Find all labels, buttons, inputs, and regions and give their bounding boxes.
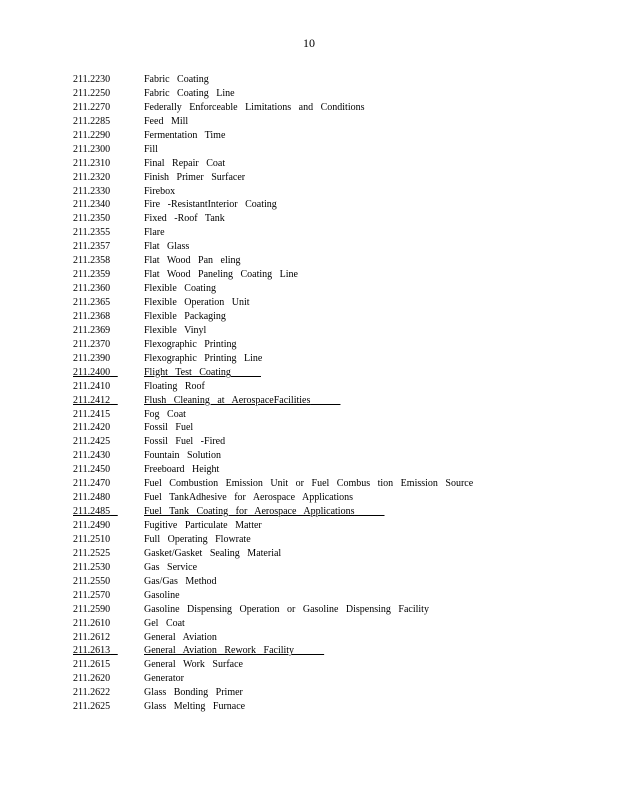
- defined-term: Fugitive Particulate Matter: [144, 520, 262, 531]
- defined-term: Feed Mill: [144, 115, 189, 127]
- defined-term: Fire -ResistantInterior Coating: [144, 199, 277, 211]
- defined-term: Fill: [144, 143, 158, 155]
- defined-term: Flexible Operation Unit: [144, 297, 250, 308]
- definition-row: [73, 394, 573, 408]
- section-number: 211.2359: [73, 269, 111, 281]
- definition-row: [73, 296, 573, 310]
- definition-row: [73, 449, 573, 463]
- section-number: 211.2490: [73, 520, 111, 531]
- definition-row: [73, 143, 573, 157]
- definition-row: [73, 408, 573, 422]
- section-number: 211.2570: [73, 589, 111, 601]
- definition-row: [73, 338, 573, 352]
- defined-term: Flexible Packaging: [144, 310, 226, 322]
- section-number: 211.2320: [73, 171, 111, 183]
- section-number: 211.2610: [73, 617, 111, 629]
- definition-row: [73, 547, 573, 561]
- definition-row: [73, 185, 573, 199]
- defined-term: Flight Test Coating: [144, 366, 231, 378]
- defined-term: Flexible Vinyl: [144, 324, 207, 336]
- definition-row: [73, 282, 573, 296]
- definition-row: [73, 73, 573, 87]
- defined-term: Fog Coat: [144, 408, 186, 420]
- definition-row: [73, 421, 573, 435]
- section-number: 211.2615: [73, 659, 111, 671]
- page-number: 10: [303, 36, 315, 50]
- section-number: 211.2370: [73, 338, 111, 350]
- section-number: 211.2300: [73, 143, 111, 155]
- definition-row: [73, 129, 573, 143]
- defined-term: Full Operating Flowrate: [144, 533, 251, 545]
- defined-term: Generator: [144, 673, 184, 685]
- section-number: 211.2612: [73, 631, 111, 643]
- defined-term: Flexible Coating: [144, 283, 216, 295]
- section-number: 211.2480: [73, 492, 111, 504]
- section-number: 211.2390: [73, 352, 111, 364]
- section-number: 211.2270: [73, 101, 111, 113]
- section-number: 211.2425: [73, 436, 111, 448]
- defined-term: General Work Surface: [144, 659, 243, 671]
- defined-term: Fuel Tank Coating for Aerospace Applications: [144, 506, 355, 518]
- section-number: 211.2230: [73, 74, 111, 85]
- definition-row: [73, 115, 573, 129]
- defined-term: Freeboard Height: [144, 464, 220, 476]
- defined-term: General Aviation: [144, 631, 217, 643]
- definition-row: [73, 198, 573, 212]
- section-number: 211.2350: [73, 213, 111, 225]
- section-number: 211.2613: [73, 645, 111, 657]
- definition-row: [73, 575, 573, 589]
- defined-term: Gasoline: [144, 589, 180, 601]
- defined-term: Gas Service: [144, 561, 198, 573]
- section-number: 211.2430: [73, 450, 111, 462]
- definition-row: [73, 435, 573, 449]
- defined-term: Federally Enforceable Limitations and Conditions: [144, 101, 365, 113]
- section-number: 211.2590: [73, 603, 111, 615]
- definition-row: [73, 366, 573, 380]
- section-number: 211.2358: [73, 255, 111, 267]
- definition-row: [73, 157, 573, 171]
- definition-row: [73, 491, 573, 505]
- section-number: 211.2450: [73, 464, 111, 476]
- definition-row: [73, 212, 573, 226]
- defined-term: Fermentation Time: [144, 129, 226, 141]
- section-number: 211.2368: [73, 310, 111, 322]
- defined-term: Fountain Solution: [144, 450, 221, 462]
- defined-term: Gas/Gas Method: [144, 575, 217, 587]
- defined-term: Fuel TankAdhesive for Aerospace Applications: [144, 492, 354, 504]
- defined-term: Fabric Coating: [144, 74, 209, 85]
- defined-term: Final Repair Coat: [144, 157, 226, 169]
- defined-term: Fixed -Roof Tank: [144, 213, 225, 225]
- section-number: 211.2530: [73, 561, 111, 573]
- section-number: 211.2340: [73, 199, 111, 211]
- section-number: 211.2412: [73, 394, 111, 406]
- defined-term: Flat Wood Paneling Coating Line: [144, 269, 298, 281]
- defined-term: Fossil Fuel -Fired: [144, 436, 226, 448]
- definition-row: [73, 101, 573, 115]
- definition-row: [73, 686, 573, 700]
- defined-term: Glass Melting Furnace: [144, 701, 246, 713]
- section-number: 211.2369: [73, 324, 111, 336]
- defined-term: Flexographic Printing: [144, 338, 237, 350]
- defined-term: Fossil Fuel: [144, 422, 194, 434]
- definition-row: [73, 226, 573, 240]
- defined-term: Floating Roof: [144, 380, 205, 392]
- section-number: 211.2420: [73, 422, 111, 434]
- defined-term: Fuel Combustion Emission Unit or Fuel Combus tion Emission Source: [144, 478, 474, 490]
- defined-term: Fabric Coating Line: [144, 87, 235, 99]
- definition-row: [73, 240, 573, 254]
- defined-term: Flare: [144, 227, 165, 239]
- definition-row: [73, 617, 573, 631]
- defined-term: Flat Glass: [144, 241, 190, 253]
- definition-row: [73, 463, 573, 477]
- definition-row: [73, 631, 573, 645]
- section-number: 211.2400: [73, 366, 111, 378]
- section-number: 211.2410: [73, 380, 111, 392]
- defined-term: General Aviation Rework Facility: [144, 645, 295, 657]
- defined-term: Finish Primer Surfacer: [144, 171, 246, 183]
- section-number: 211.2365: [73, 297, 111, 308]
- section-number: 211.2357: [73, 241, 111, 253]
- section-number: 211.2620: [73, 673, 111, 685]
- definition-row: [73, 589, 573, 603]
- defined-term: Firebox: [144, 185, 176, 197]
- defined-term: Flexographic Printing Line: [144, 352, 263, 364]
- definition-row: [73, 380, 573, 394]
- definition-row: [73, 519, 573, 533]
- section-number: 211.2510: [73, 533, 111, 545]
- section-number: 211.2310: [73, 157, 111, 169]
- section-number: 211.2285: [73, 115, 111, 127]
- definition-row: [73, 268, 573, 282]
- defined-term: Gasoline Dispensing Operation or Gasoline Dispensing Facility: [144, 603, 429, 615]
- definition-row: [73, 324, 573, 338]
- defined-term: Glass Bonding Primer: [144, 687, 243, 699]
- section-number: 211.2250: [73, 87, 111, 99]
- section-number: 211.2625: [73, 701, 111, 713]
- definition-row: [73, 603, 573, 617]
- section-number: 211.2470: [73, 478, 111, 490]
- section-number: 211.2622: [73, 687, 111, 699]
- definition-row: [73, 310, 573, 324]
- defined-term: Gel Coat: [144, 617, 185, 629]
- definition-row: [73, 644, 573, 658]
- defined-term: Gasket/Gasket Sealing Material: [144, 547, 282, 559]
- defined-term: Flush Cleaning at AerospaceFacilities: [144, 394, 311, 406]
- definition-row: [73, 505, 573, 519]
- definition-row: [73, 352, 573, 366]
- defined-term: Flat Wood Pan eling: [144, 255, 241, 267]
- definition-row: [73, 87, 573, 101]
- definition-row: [73, 700, 573, 714]
- section-number: 211.2525: [73, 547, 111, 559]
- definition-row: [73, 254, 573, 268]
- definition-row: [73, 533, 573, 547]
- definition-row: [73, 477, 573, 491]
- section-number: 211.2355: [73, 227, 111, 239]
- section-number: 211.2360: [73, 283, 111, 295]
- section-number: 211.2415: [73, 408, 111, 420]
- section-number: 211.2330: [73, 185, 111, 197]
- definition-row: [73, 672, 573, 686]
- section-number: 211.2550: [73, 575, 111, 587]
- definitions-list: [73, 73, 573, 714]
- section-number: 211.2290: [73, 129, 111, 141]
- section-number: 211.2485: [73, 506, 111, 518]
- definition-row: [73, 658, 573, 672]
- definition-row: [73, 561, 573, 575]
- definition-row: [73, 171, 573, 185]
